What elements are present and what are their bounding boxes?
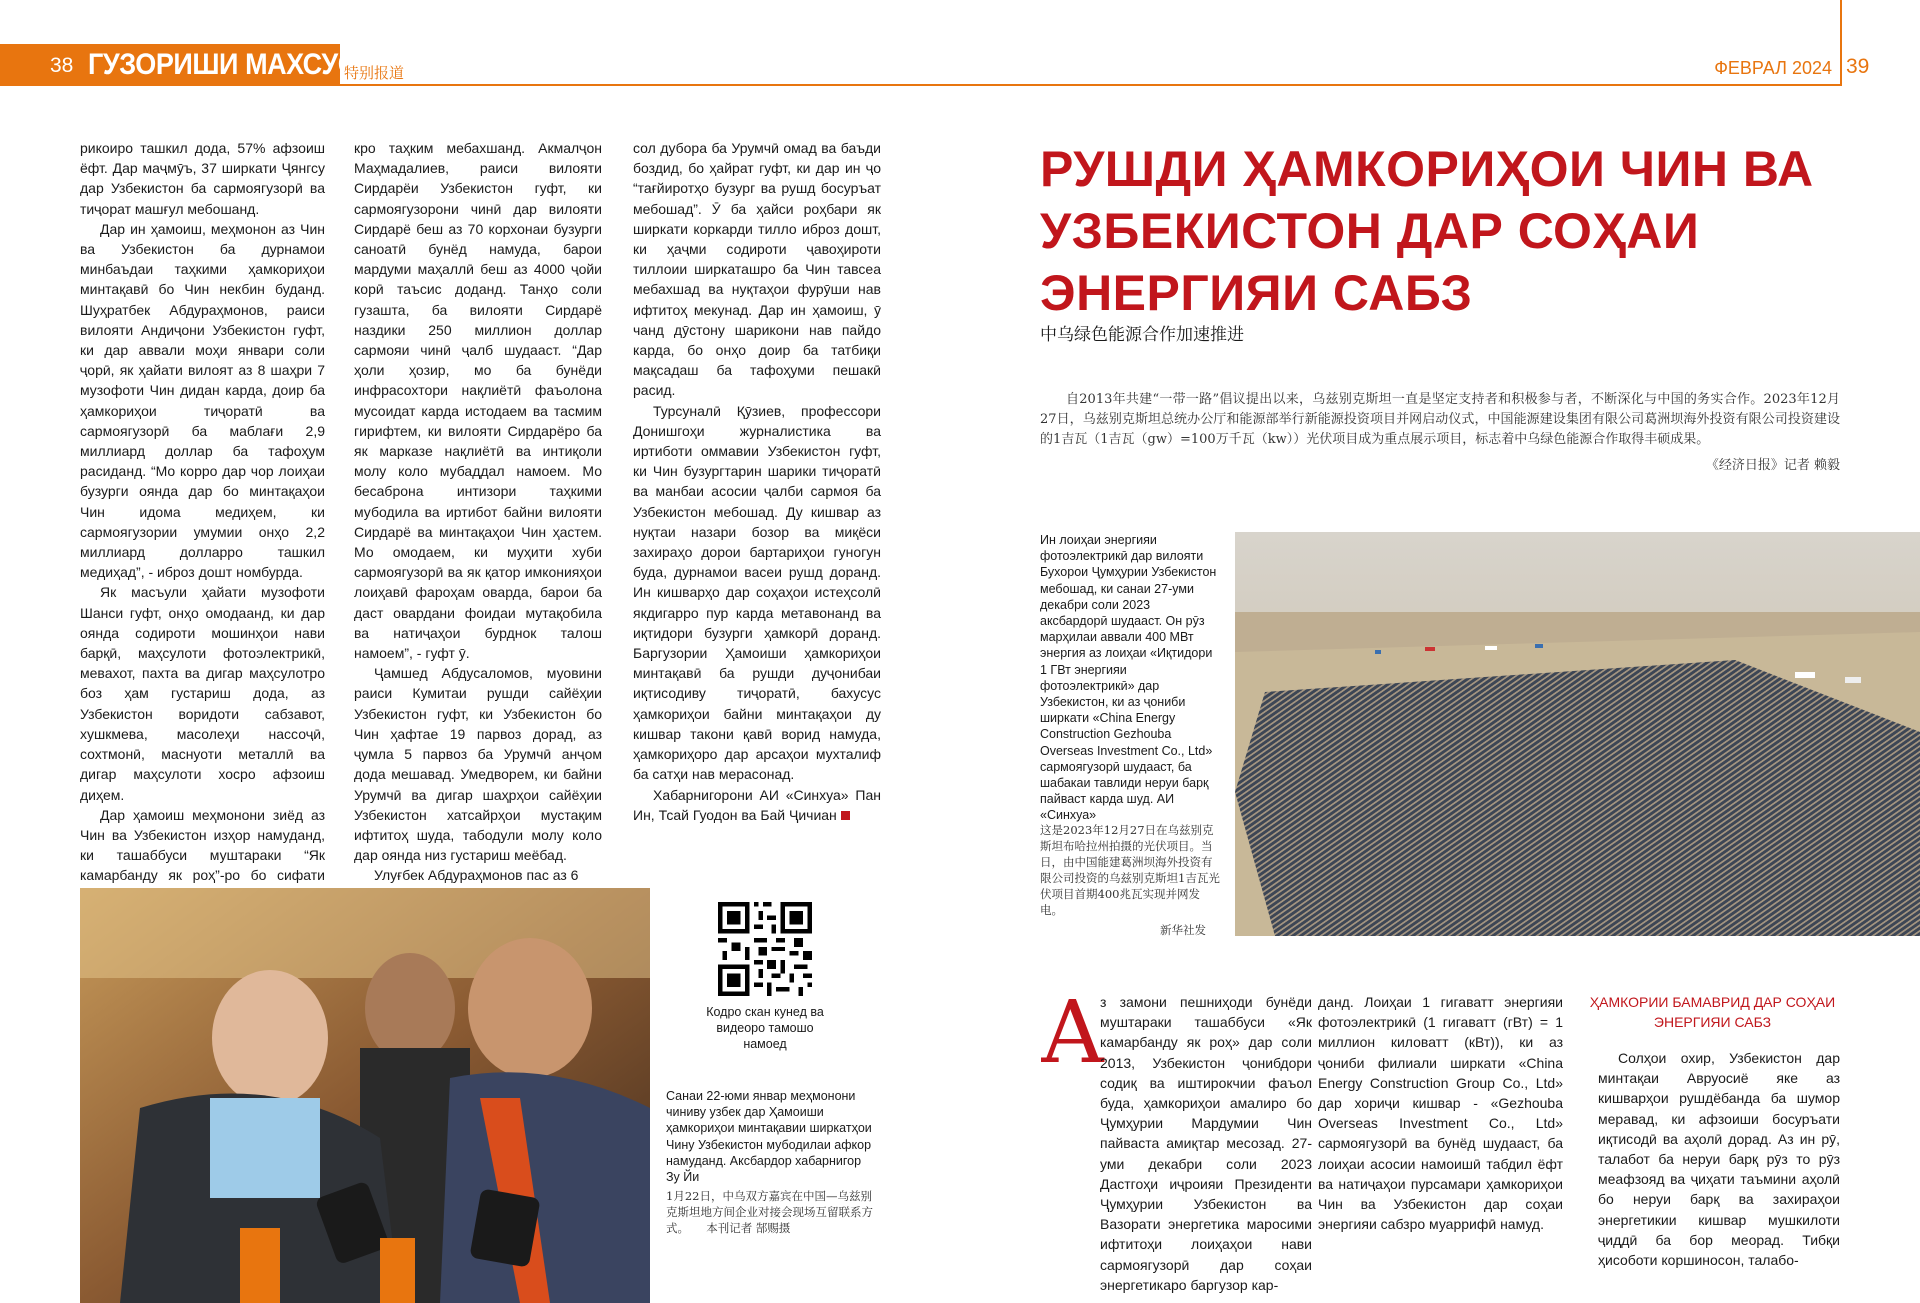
- paragraph: Солҳои охир, Узбекистон дар минтақаи Авруосиё яке аз кишварҳои рушдёбанда ба шумор меравад, ки афзоиши босуръати иқтисодӣ ва аҳолӣ дорад. Аз ин рӯ, талабот ба неруи барқ рӯз то рӯз меафзояд ва ҷиҳати таъмини аҳолӣ бо неруи барқ ва захираҳои энергетикии кишвар мушкилоти ҷиддӣ ба бор меорад. Тибқи ҳисоботи коршиносон, талабо-: [1598, 1050, 1840, 1269]
- issue-date: ФЕВРАЛ 2024: [1714, 58, 1832, 78]
- paragraph: Улуғбек Абдураҳмонов пас аз 6: [374, 867, 579, 884]
- qr-code[interactable]: [718, 902, 812, 996]
- article-headline: РУШДИ ҲАМКОРИҲОИ ЧИН ВА УЗБЕКИСТОН ДАР СОҲАИ ЭНЕРГИЯИ САБЗ: [1040, 141, 1814, 321]
- header-rule: [0, 84, 1840, 86]
- paragraph: данд. Лоиҳаи 1 гигаватт энергияи фотоэлектрикӣ (1 гигаватт (гВт) = 1 миллион киловатт (кВт)), ки аз ҷониби филиали ширкати «China Energy Construction Group Co., Ltd» дар хориҷи кишвар - «Gezhouba Overseas Investment Co., Ltd» сармоягузорӣ ва бунёд шудааст, ба лоиҳаи асосии намоишӣ табдил ёфт ва натиҷаҳои пурсамари ҳамкориҳои Чин ва Узбекистон дар соҳаи энергияи сабзро муаррифӣ намуд.: [1318, 994, 1563, 1233]
- paragraph: Турсуналӣ Қӯзиев, профессори Донишгоҳи журналистика ва иртиботи оммавии Узбекистон гуфт, ки Чин бузургтарин шарики тиҷоратӣ ва манбаи асосии ҷалби сармоя ба Узбекистон мебошад. Ду кишвар аз нуқтаи назари бозор ва миқёси захираҳо дорои бартариҳои гуногун буда, дурнамои васеи рушд доранд. Ин кишварҳо дар соҳаҳои истеҳсолӣ якдигарро пур карда метавонанд ва иқтидори бузурги ҳамкорӣ доранд. Баргузории Ҳамоиши ҳамкориҳои минтақавӣ ба рушди дуҷонибаи иқтисодиву тиҷоратӣ, бахусус ҳамкориҳои байни минтақаҳои ду кишвар такони қавӣ ворид намуда, ҳамкориҳоро дар арсаҳои мухталиф ба сатҳи нав мерасонад.: [633, 402, 881, 783]
- solar-credit-cn: 新华社发: [1160, 923, 1206, 937]
- page-number-right: 39: [1846, 55, 1870, 78]
- right-column-1: [1100, 992, 1312, 1295]
- section-title-cn: 特别报道: [344, 64, 405, 82]
- page-number-left: 38: [50, 54, 74, 77]
- paragraph: Дар ин ҳамоиш, меҳмонон аз Чин ва Узбекистон ба дурнамои минбаъдаи таҳкими ҳамкориҳои минтақавӣ бо Чин некбин буданд. Шуҳратбек Абдураҳмонов, раиси вилояти Андиҷони Узбекистон гуфт, ки дар аввали моҳи январи соли ҷорӣ, як ҳайати вилоят аз 8 шаҳри 7 музофоти Чин дидан карда, доир ба ҳамкориҳои тиҷоратӣ ва сармоягузорӣ ба маблағи 2,9 миллиард доллар ба тафоҳум расиданд. “Мо корро дар чор лоиҳаи бузурги оянда дар бо минтақаҳои Чин идома медиҳем, ки сармоягузории умумии онҳо 2,2 миллиард долларро ташкил медиҳад”, - иброз дошт номбурда.: [80, 220, 325, 581]
- right-column-3: [1598, 1048, 1840, 1270]
- article-subtitle-cn: 中乌绿色能源合作加速推进: [1040, 325, 1244, 344]
- qr-code-icon: [718, 902, 812, 996]
- meeting-photo-illustration: [80, 888, 650, 1303]
- section-title: ГУЗОРИШИ МАХСУС: [88, 48, 357, 81]
- paragraph: Дар ҳамоиш меҳмонони зиёд аз Чин ва Узбекистон изҳор намуданд, ки ташаббуси муштараки “Як камарбанду як роҳ”-ро бо сифати: [80, 806, 325, 884]
- paragraph: кро таҳким мебахшанд. Акмалҷон Маҳмадалиев, раиси вилояти Сирдарёи Узбекистон гуфт, ки сармоягузорони чинӣ дар вилояти Сирдарё беш аз 70 корхонаи бузурги саноатӣ бунёд намуда, барои мардуми маҳаллӣ беш аз 4000 ҷойи корӣ таъсис доданд. Танҳо соли гузашта, ба вилояти Сирдарё наздики 250 миллион доллар сармояи чинӣ ҷалб шудааст. “Дар ҳоли ҳозир, мо ба бунёди инфрасохтори нақлиётӣ фаъолона мусоидат карда истодаем ва тасмим гирифтем, ки вилояти Сирдарёро ба як марказе нақлиётӣ ва интиқоли молу коло мубаддал намоем. Мо бесаброна интизори таҳкими мубодила ва иртибот байни вилояти Сирдарё ва минтақаҳои Чин ҳастем. Мо омодаем, ки муҳити хуби сармоягузорӣ ва як қатор имконияҳои лоиҳавӣ фароҳам оварда, барои ба даст овардани фоидаи мутақобила ва натиҷаҳои бурднок талош намоем”, - гуфт ӯ.: [354, 140, 602, 662]
- solar-farm-illustration: [1235, 532, 1920, 936]
- paragraph: сол дубора ба Урумчӣ омад ва баъди боздид, бо ҳайрат гуфт, ки дар ин ҷо “тағйиротҳо бузург ва рушд босуръат мебошад”. Ӯ ба ҳайси роҳбари як ширкати коркарди тилло иброз дошт, ки ҳаҷми содироти ҷавоҳироти тиллоии ширкаташро ба Чин тавсеа мебахшад ва нуқтаҳои фурӯши нав ифтитоҳ мекунад. Дар ин ҳамоиш, ӯ чанд дӯстону шарикони нав пайдо карда, бо онҳо доир ба татбиқи мақсадаш ба тафоҳуми пешакӣ расид.: [633, 140, 881, 399]
- drop-cap: А: [1040, 983, 1106, 1083]
- solar-caption-cn: 这是2023年12月27日在乌兹别克斯坦布哈拉州拍摄的光伏项目。当日，由中国能建葛洲坝海外投资有限公司投资的乌兹别克斯坦1吉瓦光伏项目首期400兆瓦实现并网发电。: [1040, 823, 1220, 917]
- author-credit: Хабарнигорони АИ «Синхуа» Пан Ин, Тсай Гуодон ва Бай Ҷичиан: [633, 786, 881, 823]
- header-right-rule: [1840, 0, 1842, 86]
- photo-caption: Санаи 22-юми январ меҳмонони чиниву узбек дар Ҳамоиши ҳамкориҳои минтақавии ширкатҳои Чину Узбекистон мубодилаи афкор намуданд. Аксбардор хабарнигор Зу Йи: [666, 1089, 872, 1185]
- solar-farm-photo: [1235, 532, 1920, 936]
- left-column-3: [633, 138, 881, 825]
- paragraph: [633, 785, 881, 825]
- solar-caption: Ин лоиҳаи энергияи фотоэлектрикӣ дар вилояти Бухорои Ҷумҳурии Узбекистон мебошад, ки санаи 27-уми декабри соли 2023 аксбардорӣ шудааст. Он рӯз марҳилаи аввали 400 МВт энергия аз лоиҳаи «Иқтидори 1 ГВт энергияи фотоэлектрикӣ» дар Узбекистон, ки аз ҷониби ширкати «China Energy Construction Gezhouba Overseas Investment Co., Ltd» сармоягузорӣ шудааст, ба шабакаи тавлиди неруи барқ пайваст карда шуд. АИ «Синхуа»: [1040, 533, 1217, 823]
- photo-caption-cn: 1月22日，中乌双方嘉宾在中国—乌兹别克斯坦地方间企业对接会现场互留联系方式。 本刊记者 郜赐摄: [666, 1189, 873, 1235]
- right-column-2: [1318, 992, 1563, 1234]
- end-mark-icon: [841, 811, 850, 820]
- byline-cn: 《经济日报》记者 赖毅: [1705, 458, 1840, 473]
- left-column-1: [80, 138, 325, 926]
- paragraph: Як масъули ҳайати музофоти Шанси гуфт, онҳо омодаанд, ки дар оянда содироти мошинҳои нави барқӣ, маҳсулоти фотоэлектрикӣ, мевахот, пахта ва дигар маҳсулотро боз ҳам густариш дода, аз Узбекистон воридоти сабзавот, хушкмева, масолеҳи нассоҷӣ, сохтмонӣ, маснуоти металлӣ ва дигар маҳсулоти хосро афзоиш диҳем.: [80, 584, 325, 803]
- paragraph: Ҷамшед Абдусаломов, муовини раиси Кумитаи рушди сайёҳии Узбекистон гуфт, ки Узбекистон бо Чин ҳафтае 19 парвоз дорад, аз ҷумла 5 парвоз ба Урумчӣ анҷом дода мешавад. Умедворем, ки байни Урумчӣ ва дигар шаҳрҳои сайёҳии Узбекистон хатсайрҳои мустақим ифтитоҳ шуда, табодули молу коло дар оянда низ густариш меёбад.: [354, 665, 602, 864]
- lead-paragraph-cn: 自2013年共建“一带一路”倡议提出以来，乌兹别克斯坦一直是坚定支持者和积极参与者，不断深化与中国的务实合作。2023年12月27日，乌兹别克斯坦总统办公厅和能源部举行新能源投资项目并网启动仪式，中国能源建设集团有限公司葛洲坝海外投资有限公司投资建设的1吉瓦（1吉瓦（gw）=100万千瓦（kw））光伏项目成为重点展示项目，标志着中乌绿色能源合作取得丰硕成果。: [1040, 392, 1840, 447]
- paragraph: рикоиро ташкил дода, 57% афзоиш ёфт. Дар маҷмӯъ, 37 ширкати Ҷянгсу дар Узбекистон ба сармоягузорӣ ва тиҷорат машғул мебошанд.: [80, 140, 325, 217]
- left-column-2: [354, 138, 602, 886]
- paragraph: з замони пешниҳоди бунёди муштараки ташаббуси «Як камарбанду як роҳ» дар соли 2013, Узбекистон ҷонибдори содиқ ва иштирокчии фаъол буда, ҳамкориҳои амалиро бо Ҷумҳурии Мардумии Чин пайваста амиқтар месозад. 27-уми декабри соли 2023 Дастгоҳи иҷроияи Президенти Ҷумҳурии Узбекистон ва Вазорати энергетика маросими ифтитоҳи лоиҳаҳои нави сармоягузорӣ дар соҳаи энергетикаро баргузор кар-: [1100, 994, 1312, 1293]
- meeting-photo: [80, 888, 650, 1303]
- qr-caption: Кодро скан кунед ва видеоро тамошо намоед: [706, 1005, 824, 1052]
- section-subheading: ҲАМКОРИИ БАМАВРИД ДАР СОҲАИ ЭНЕРГИЯИ САБЗ: [1589, 994, 1836, 1030]
